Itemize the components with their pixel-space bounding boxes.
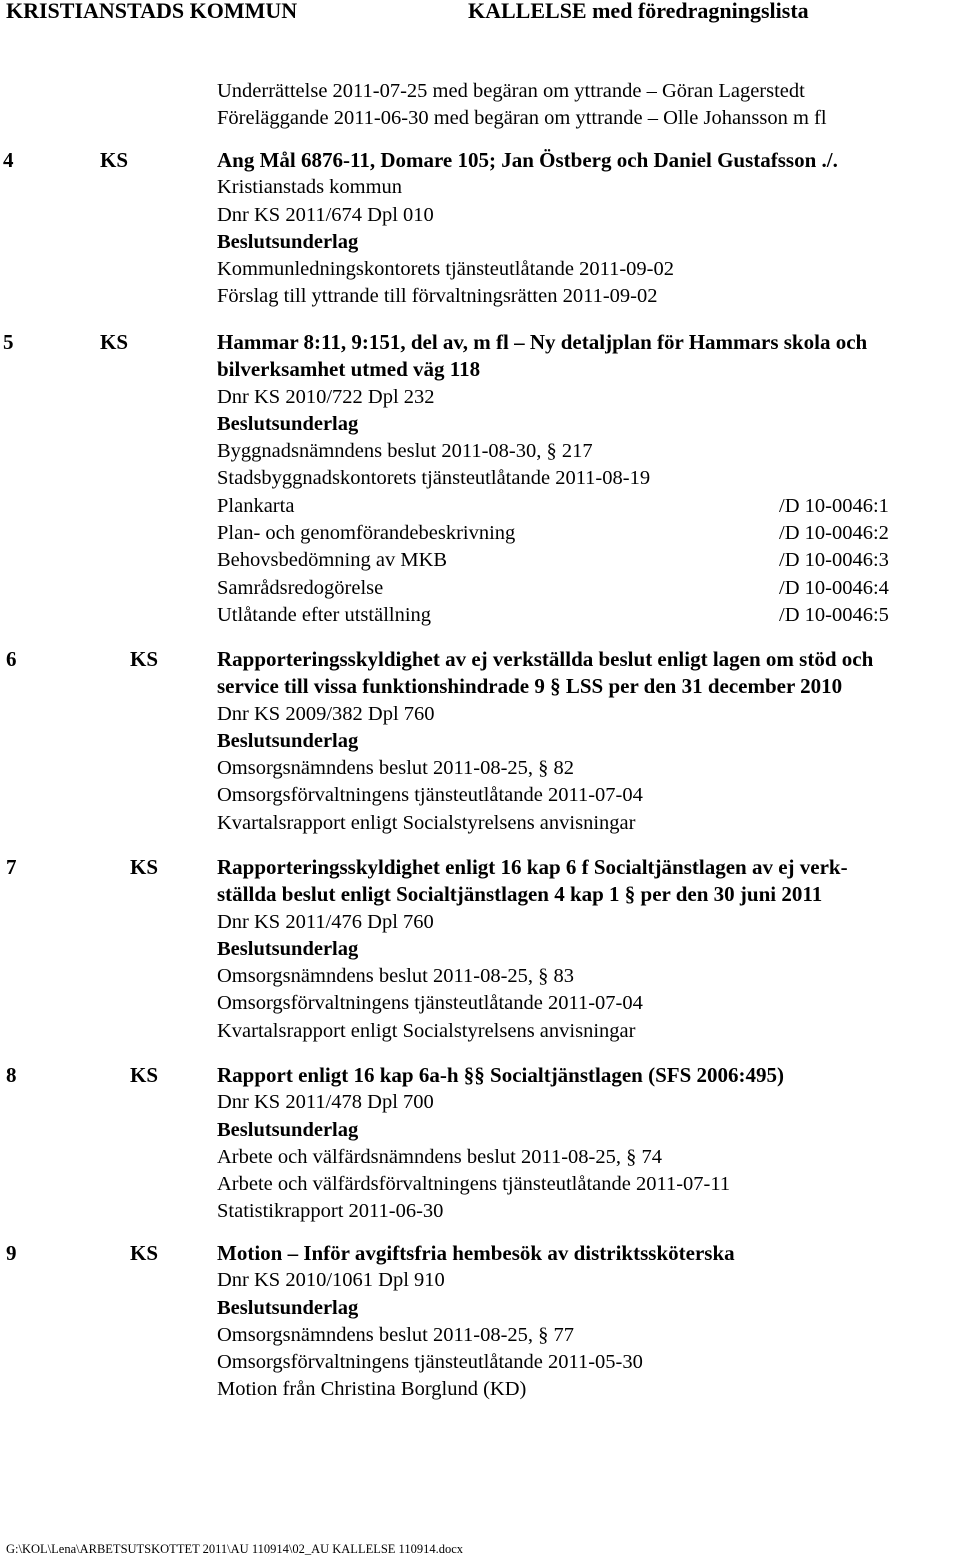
item-line: Dnr KS 2011/674 Dpl 010 xyxy=(217,203,434,226)
item-organ: KS xyxy=(130,1063,159,1087)
intro-block xyxy=(217,78,957,133)
item-title: Ang Mål 6876-11, Domare 105; Jan Östberg och Daniel Gustafsson ./. xyxy=(217,148,838,172)
item-line-beslutsunderlag: Beslutsunderlag xyxy=(217,230,359,253)
attachment-ref: /D 10-0046:4 xyxy=(779,576,889,599)
item-line: Stadsbyggnadskontorets tjänsteutlåtande 2011-08-19 xyxy=(217,467,651,490)
attachment-ref: /D 10-0046:1 xyxy=(779,494,889,517)
agenda-item-5 xyxy=(217,329,957,629)
intro-line: Underrättelse 2011-07-25 med begäran om yttrande – Göran Lagerstedt xyxy=(217,80,805,102)
attachment-row xyxy=(217,575,957,602)
item-line-beslutsunderlag: Beslutsunderlag xyxy=(217,412,359,435)
item-line: Byggnadsnämndens beslut 2011-08-30, § 217 xyxy=(217,440,593,463)
attachment-label: Plan- och genomförandebeskrivning xyxy=(217,522,516,545)
item-line: Omsorgsnämndens beslut 2011-08-25, § 82 xyxy=(217,757,575,780)
item-line: Omsorgsförvaltningens tjänsteutlåtande 2011-07-04 xyxy=(217,992,643,1015)
item-organ: KS xyxy=(100,330,129,354)
item-title: Rapport enligt 16 kap 6a-h §§ Socialtjänstlagen (SFS 2006:495) xyxy=(217,1063,785,1087)
item-organ: KS xyxy=(130,855,159,879)
intro-line: Föreläggande 2011-06-30 med begäran om yttrande – Olle Johansson m fl xyxy=(217,107,827,130)
item-line: Omsorgsförvaltningens tjänsteutlåtande 2011-05-30 xyxy=(217,1351,643,1374)
item-line-beslutsunderlag: Beslutsunderlag xyxy=(217,937,359,960)
item-title: Rapporteringsskyldighet av ej verkställda beslut enligt lagen om stöd och xyxy=(217,647,874,671)
agenda-item-6 xyxy=(217,646,957,837)
item-line: Dnr KS 2011/476 Dpl 760 xyxy=(217,910,434,933)
attachment-row xyxy=(217,520,957,547)
agenda-item-8 xyxy=(217,1062,957,1226)
header-document-title: KALLELSE med föredragningslista xyxy=(468,0,809,23)
attachment-ref: /D 10-0046:5 xyxy=(779,603,889,626)
attachment-row xyxy=(217,547,957,574)
item-number: 5 xyxy=(3,330,14,354)
attachment-ref: /D 10-0046:2 xyxy=(779,522,889,545)
item-number: 7 xyxy=(6,855,17,879)
item-organ: KS xyxy=(130,647,159,671)
attachment-label: Utlåtande efter utställning xyxy=(217,603,432,626)
attachment-label: Behovsbedömning av MKB xyxy=(217,549,448,572)
item-title: Hammar 8:11, 9:151, del av, m fl – Ny detaljplan för Hammars skola och xyxy=(217,330,868,354)
item-line: Förslag till yttrande till förvaltningsrätten 2011-09-02 xyxy=(217,285,658,308)
item-line: Statistikrapport 2011-06-30 xyxy=(217,1200,444,1223)
item-line: Dnr KS 2010/1061 Dpl 910 xyxy=(217,1269,445,1292)
item-line: Omsorgsförvaltningens tjänsteutlåtande 2011-07-04 xyxy=(217,784,643,807)
item-line: Dnr KS 2009/382 Dpl 760 xyxy=(217,702,435,725)
item-line-beslutsunderlag: Beslutsunderlag xyxy=(217,729,359,752)
item-line: Kvartalsrapport enligt Socialstyrelsens anvisningar xyxy=(217,1019,636,1042)
footer-file-path: G:\KOL\Lena\ARBETSUTSKOTTET 2011\AU 110914\02_AU KALLELSE 110914.docx xyxy=(6,1542,464,1556)
item-line: Dnr KS 2010/722 Dpl 232 xyxy=(217,385,435,408)
item-number: 8 xyxy=(6,1063,17,1087)
item-title: service till vissa funktionshindrade 9 § LSS per den 31 december 2010 xyxy=(217,674,843,699)
attachment-row xyxy=(217,493,957,520)
item-line: Omsorgsnämndens beslut 2011-08-25, § 77 xyxy=(217,1323,575,1346)
item-line: Arbete och välfärdsnämndens beslut 2011-08-25, § 74 xyxy=(217,1145,663,1168)
item-number: 9 xyxy=(6,1241,17,1265)
item-line: Omsorgsnämndens beslut 2011-08-25, § 83 xyxy=(217,965,575,988)
item-organ: KS xyxy=(100,148,129,172)
agenda-item-9 xyxy=(217,1240,957,1404)
item-number: 4 xyxy=(3,148,14,172)
item-line-beslutsunderlag: Beslutsunderlag xyxy=(217,1296,359,1319)
item-title: Motion – Inför avgiftsfria hembesök av distriktssköterska xyxy=(217,1241,735,1265)
item-title: ställda beslut enligt Socialtjänstlagen 4 kap 1 § per den 30 juni 2011 xyxy=(217,882,823,907)
attachment-row xyxy=(217,602,957,629)
item-line: Dnr KS 2011/478 Dpl 700 xyxy=(217,1091,434,1114)
item-title: bilverksamhet utmed väg 118 xyxy=(217,357,481,382)
header-municipality: KRISTIANSTADS KOMMUN xyxy=(6,0,298,23)
item-number: 6 xyxy=(6,647,17,671)
item-line: Kvartalsrapport enligt Socialstyrelsens anvisningar xyxy=(217,811,636,834)
item-line: Arbete och välfärdsförvaltningens tjänsteutlåtande 2011-07-11 xyxy=(217,1173,731,1196)
item-line: Kristianstads kommun xyxy=(217,176,403,199)
attachment-label: Plankarta xyxy=(217,494,295,517)
item-line: Motion från Christina Borglund (KD) xyxy=(217,1378,527,1401)
agenda-item-4 xyxy=(217,147,957,311)
item-line: Kommunledningskontorets tjänsteutlåtande 2011-09-02 xyxy=(217,258,674,281)
item-line-beslutsunderlag: Beslutsunderlag xyxy=(217,1118,359,1141)
item-title: Rapporteringsskyldighet enligt 16 kap 6 f Socialtjänstlagen av ej verk- xyxy=(217,855,848,879)
attachment-label: Samrådsredogörelse xyxy=(217,576,384,599)
agenda-item-7 xyxy=(217,854,957,1045)
item-organ: KS xyxy=(130,1241,159,1265)
attachment-ref: /D 10-0046:3 xyxy=(779,549,889,572)
